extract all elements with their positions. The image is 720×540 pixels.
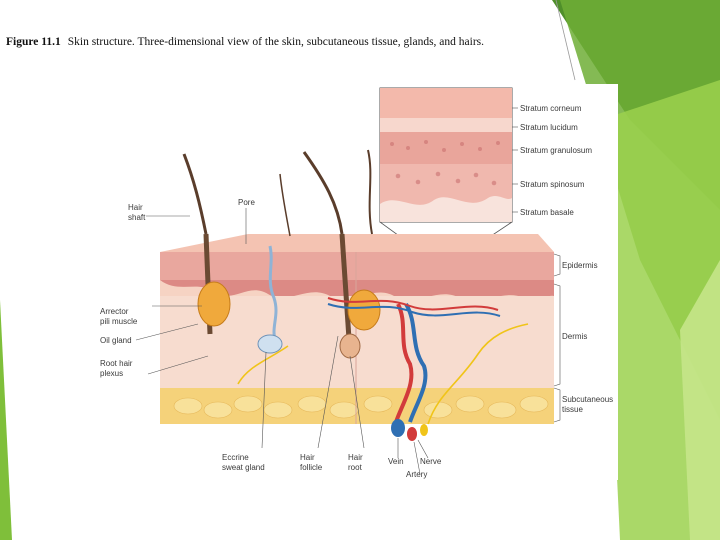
- green-accent-left: [0, 300, 12, 540]
- label-root-hair-plexus: Root hair plexus: [100, 359, 133, 378]
- label-artery: Artery: [406, 470, 428, 479]
- label-stratum-basale: Stratum basale: [520, 208, 574, 217]
- epidermis-inset: [380, 88, 512, 222]
- label-oil-gland: Oil gland: [100, 336, 132, 345]
- figure-caption: [6, 36, 484, 48]
- label-stratum-corneum: Stratum corneum: [520, 104, 582, 113]
- label-stratum-spinosum: Stratum spinosum: [520, 180, 585, 189]
- label-vein: Vein: [388, 457, 404, 466]
- label-hair-root: Hair root: [348, 453, 363, 472]
- skin-block: [160, 234, 554, 424]
- label-subcutaneous: Subcutaneous tissue: [562, 395, 614, 414]
- label-eccrine-sweat-gland: Eccrine sweat gland: [222, 453, 265, 472]
- label-nerve: Nerve: [420, 457, 442, 466]
- skin-diagram: [98, 84, 618, 480]
- label-arrector-pili: Arrector pili muscle: [100, 307, 138, 326]
- label-dermis: Dermis: [562, 332, 588, 341]
- label-hair-shaft: Hair shaft: [128, 203, 146, 222]
- label-hair-follicle: Hair follicle: [300, 453, 323, 472]
- label-stratum-lucidum: Stratum lucidum: [520, 123, 578, 132]
- caption-number: Figure 11.1: [6, 36, 61, 48]
- label-stratum-granulosum: Stratum granulosum: [520, 146, 593, 155]
- label-pore: Pore: [238, 198, 255, 207]
- caption-text: Skin structure. Three-dimensional view of the skin, subcutaneous tissue, glands, and hairs.: [67, 36, 484, 48]
- label-epidermis: Epidermis: [562, 261, 598, 270]
